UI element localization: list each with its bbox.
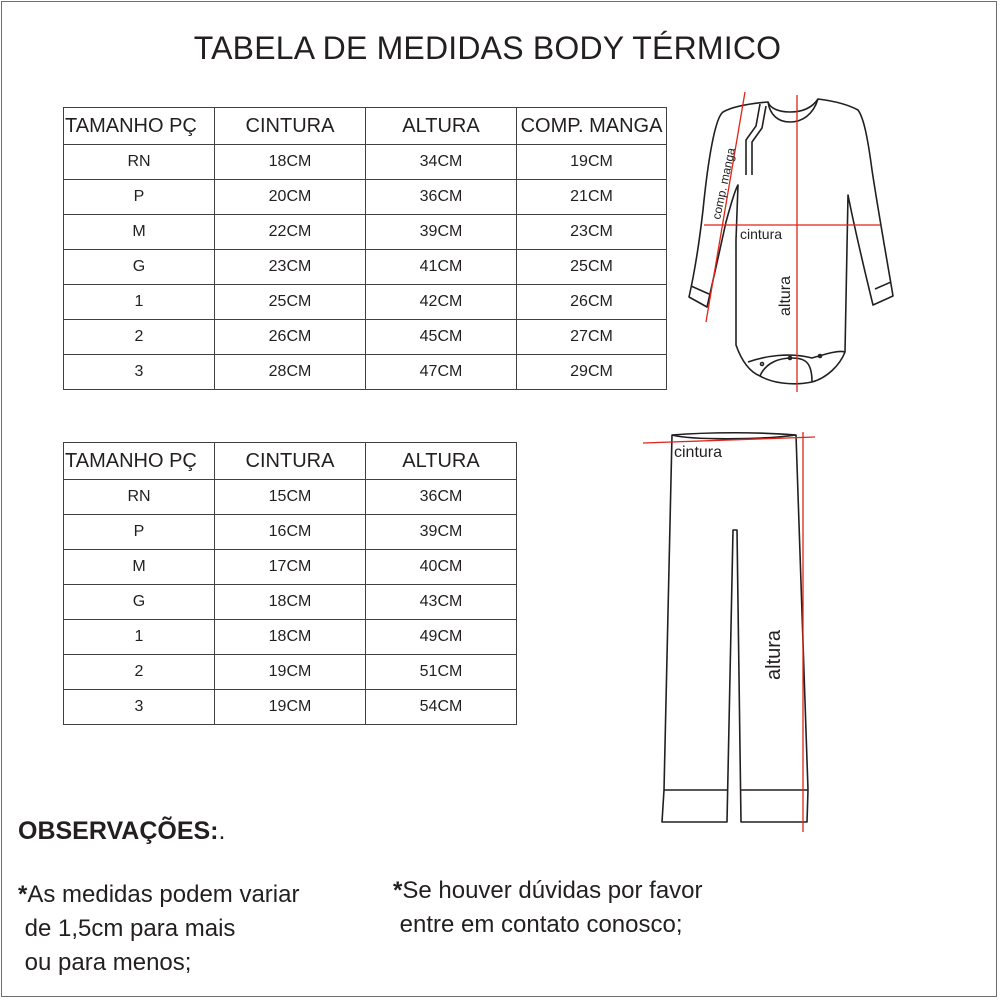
cell-sleeve: 21CM [517, 180, 667, 215]
cell-size: M [64, 215, 215, 250]
note-star-icon: * [393, 877, 403, 904]
cell-height: 34CM [366, 145, 517, 180]
cell-waist: 19CM [215, 655, 366, 690]
cell-height: 41CM [366, 250, 517, 285]
cell-height: 36CM [366, 480, 517, 515]
cell-waist: 19CM [215, 690, 366, 725]
cell-waist: 20CM [215, 180, 366, 215]
header-waist: CINTURA [215, 443, 366, 480]
label-cintura-pants: cintura [674, 444, 723, 461]
cell-waist: 16CM [215, 515, 366, 550]
label-altura-body: altura [777, 275, 794, 316]
observations-title-text: OBSERVAÇÕES: [18, 817, 219, 845]
cell-size: M [64, 550, 215, 585]
cell-sleeve: 26CM [517, 285, 667, 320]
header-size: TAMANHO PÇ [64, 108, 215, 145]
cell-sleeve: 25CM [517, 250, 667, 285]
cell-height: 43CM [366, 585, 517, 620]
header-size: TAMANHO PÇ [64, 443, 215, 480]
cell-waist: 18CM [215, 145, 366, 180]
cell-size: 3 [64, 690, 215, 725]
cell-size: 2 [64, 655, 215, 690]
cell-size: 2 [64, 320, 215, 355]
observations-title-suffix: . [218, 817, 226, 845]
cell-waist: 23CM [215, 250, 366, 285]
note1-line1: As medidas podem variar [27, 881, 300, 908]
cell-size: P [64, 515, 215, 550]
cell-height: 40CM [366, 550, 517, 585]
label-altura-pants: altura [763, 629, 785, 680]
header-sleeve: COMP. MANGA [517, 108, 667, 145]
cell-size: RN [64, 145, 215, 180]
cell-waist: 18CM [215, 585, 366, 620]
cell-sleeve: 23CM [517, 215, 667, 250]
note1-line3: ou para menos; [18, 949, 192, 976]
cell-waist: 22CM [215, 215, 366, 250]
cell-waist: 18CM [215, 620, 366, 655]
cell-height: 51CM [366, 655, 517, 690]
cell-size: G [64, 585, 215, 620]
pants-outline-icon [662, 433, 808, 822]
cell-height: 49CM [366, 620, 517, 655]
note-contact [393, 874, 703, 942]
cell-waist: 17CM [215, 550, 366, 585]
cell-size: RN [64, 480, 215, 515]
cell-size: G [64, 250, 215, 285]
cell-size: P [64, 180, 215, 215]
header-height: ALTURA [366, 108, 517, 145]
note2-line1: Se houver dúvidas por favor [402, 877, 703, 904]
cell-size: 1 [64, 285, 215, 320]
pants-measure-lines [643, 432, 815, 832]
cell-height: 54CM [366, 690, 517, 725]
note2-line2: entre em contato conosco; [393, 911, 683, 938]
cell-height: 39CM [366, 515, 517, 550]
cell-sleeve: 19CM [517, 145, 667, 180]
cell-height: 39CM [366, 215, 517, 250]
cell-height: 45CM [366, 320, 517, 355]
note-measurements [18, 878, 299, 980]
label-comp-manga: comp. manga [709, 146, 739, 221]
note1-line2: de 1,5cm para mais [18, 915, 236, 942]
header-waist: CINTURA [215, 108, 366, 145]
cell-waist: 15CM [215, 480, 366, 515]
cell-waist: 26CM [215, 320, 366, 355]
note-star-icon: * [18, 881, 28, 908]
cell-sleeve: 29CM [517, 355, 667, 390]
cell-waist: 28CM [215, 355, 366, 390]
cell-waist: 25CM [215, 285, 366, 320]
cell-height: 42CM [366, 285, 517, 320]
cell-height: 47CM [366, 355, 517, 390]
page-title: TABELA DE MEDIDAS BODY TÉRMICO [193, 30, 782, 66]
cell-sleeve: 27CM [517, 320, 667, 355]
cell-size: 1 [64, 620, 215, 655]
cell-size: 3 [64, 355, 215, 390]
cell-height: 36CM [366, 180, 517, 215]
header-height: ALTURA [366, 443, 517, 480]
label-cintura-body: cintura [740, 226, 783, 242]
observations-title [18, 817, 225, 846]
